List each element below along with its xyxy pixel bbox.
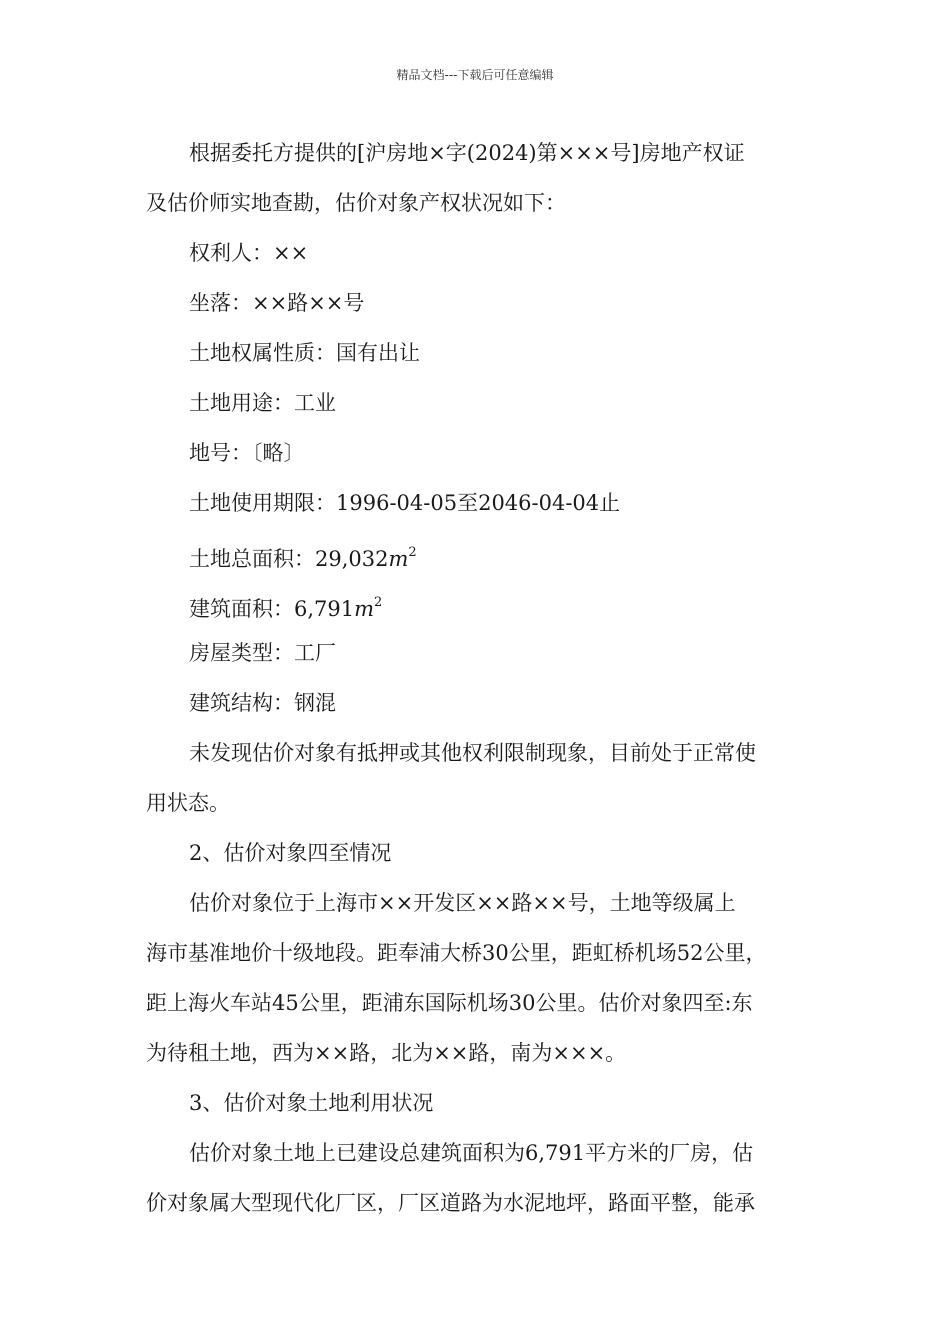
- paragraph-line: 用状态。: [146, 791, 230, 815]
- building-area-text: 建筑面积：6,791: [189, 597, 355, 621]
- right-holder-line: 权利人：××: [189, 241, 309, 265]
- paragraph-line: 根据委托方提供的[沪房地×字(2024)第×××号]房地产权证: [189, 141, 745, 165]
- land-area-line: [146, 528, 810, 578]
- land-nature-line: 土地权属性质：国有出让: [189, 341, 420, 365]
- land-use-line: 土地用途：工业: [189, 391, 336, 415]
- term-line: 土地使用期限：1996-04-05至2046-04-04止: [189, 491, 621, 515]
- paragraph-line: 未发现估价对象有抵押或其他权利限制现象，目前处于正常使: [189, 741, 756, 765]
- area-unit: $m^2$: [388, 545, 417, 571]
- document-body: [146, 128, 810, 1228]
- paragraph-line: 估价对象位于上海市××开发区××路××号，土地等级属上: [189, 891, 736, 915]
- paragraph-line: 及估价师实地查勘，估价对象产权状况如下：: [146, 191, 566, 215]
- paragraph-line: 估价对象土地上已建设总建筑面积为6,791平方米的厂房，估: [189, 1141, 754, 1165]
- building-area-line: [146, 578, 810, 628]
- lot-number-line: 地号：〔略〕: [189, 441, 305, 465]
- section-heading: 3、估价对象土地利用状况: [189, 1091, 434, 1115]
- structure-line: 建筑结构：钢混: [189, 691, 336, 715]
- paragraph-line: 价对象属大型现代化厂区，厂区道路为水泥地坪，路面平整，能承: [146, 1191, 755, 1215]
- paragraph-line: 距上海火车站45公里，距浦东国际机场30公里。估价对象四至:东: [146, 991, 753, 1015]
- land-area-text: 土地总面积：29,032: [189, 547, 389, 571]
- area-unit: $m^2$: [354, 595, 383, 621]
- section-heading: 2、估价对象四至情况: [189, 841, 392, 865]
- paragraph-line: 为待租土地，西为××路，北为××路，南为×××。: [146, 1041, 627, 1065]
- page-header: 精品文档---下载后可任意编辑: [396, 68, 554, 82]
- paragraph-line: 海市基准地价十级地段。距奉浦大桥30公里，距虹桥机场52公里，: [146, 941, 767, 965]
- house-type-line: 房屋类型：工厂: [189, 641, 336, 665]
- location-line: 坐落：××路××号: [189, 291, 365, 315]
